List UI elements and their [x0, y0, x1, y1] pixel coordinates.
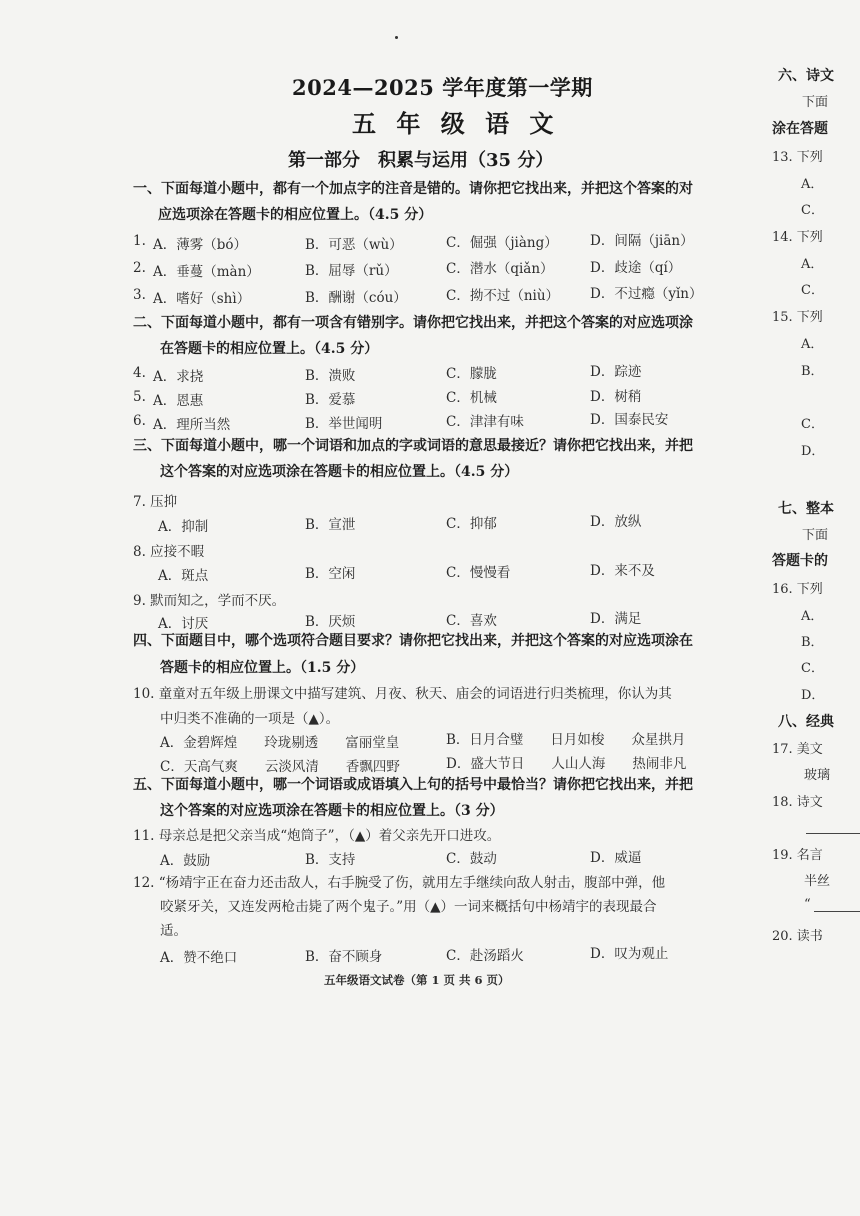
- option-label: A．: [801, 609, 824, 624]
- option-a: A．恩惠: [153, 393, 204, 409]
- question-number: 15. 下列: [772, 310, 823, 325]
- option-label: A．: [801, 257, 824, 272]
- option-d: D．盛大节日 人山人海 热闹非凡: [446, 756, 687, 772]
- question-stem: 9. 默而知之，学而不厌。: [133, 593, 286, 609]
- section-heading: 四、下面题目中，哪个选项符合题目要求？请你把它找出来，并把这个答案的对应选项涂在: [133, 633, 693, 649]
- section-heading: 五、下面每道小题中，哪一个词语或成语填入上句的括号中最恰当？请你把它找出来，并把: [133, 777, 693, 793]
- option-a: A．赞不绝口: [160, 950, 238, 966]
- option-label: D．: [801, 444, 825, 459]
- question-stem-cont: 适。: [160, 923, 187, 939]
- option-c: C．朦胧: [446, 366, 497, 382]
- option-c: C．倔强（jiàng）: [446, 235, 558, 251]
- option-a: A．金碧辉煌 玲珑剔透 富丽堂皇: [160, 735, 400, 751]
- subject-title: 五 年 级 语 文: [352, 109, 560, 138]
- option-d: D．威逼: [590, 850, 642, 866]
- question-number: 4.: [133, 365, 146, 381]
- option-a: A．嗜好（shì）: [153, 291, 251, 307]
- fragment-text: “: [804, 897, 811, 912]
- option-label: C．: [801, 661, 824, 676]
- fragment-text: 玻璃: [804, 768, 831, 783]
- section-heading: 六、诗文: [778, 68, 834, 84]
- option-d: D．踪迹: [590, 364, 642, 380]
- option-label: B．: [801, 635, 824, 650]
- option-label: A．: [801, 337, 824, 352]
- question-stem: 8. 应接不暇: [133, 544, 205, 560]
- part-title: 第一部分 积累与运用（35 分）: [288, 150, 554, 171]
- section-heading-cont: 应选项涂在答题卡的相应位置上。（4.5 分）: [158, 207, 433, 223]
- option-d: D．不过瘾（yǐn）: [590, 286, 703, 302]
- question-stem: 7. 压抑: [133, 494, 178, 510]
- question-number: 16. 下列: [772, 582, 823, 597]
- question-number: 18. 诗文: [772, 795, 823, 810]
- option-b: B．支持: [305, 852, 356, 868]
- option-d: D．放纵: [590, 514, 642, 530]
- option-c: C．鼓动: [446, 851, 497, 867]
- question-number: 5.: [133, 389, 146, 405]
- option-b: B．可恶（wù）: [305, 237, 403, 253]
- question-stem-cont: 咬紧牙关，又连发两枪击毙了两个鬼子。”用（▲）一词来概括句中杨靖宇的表现最合: [160, 899, 657, 915]
- question-number: 13. 下列: [772, 150, 823, 165]
- option-a: A．薄雾（bó）: [153, 237, 248, 253]
- option-d: D．树稍: [590, 389, 642, 405]
- option-b: B．举世闻明: [305, 416, 383, 432]
- question-number: 14. 下列: [772, 230, 823, 245]
- section-heading: 一、下面每道小题中，都有一个加点字的注音是错的。请你把它找出来，并把这个答案的对: [133, 181, 693, 197]
- option-a: A．求挠: [153, 369, 204, 385]
- option-b: B．奋不顾身: [305, 949, 383, 965]
- option-b: B．屈辱（rǔ）: [305, 263, 398, 279]
- question-number: 19. 名言: [772, 848, 823, 863]
- option-a: A．垂蔓（màn）: [153, 264, 260, 280]
- option-label: A．: [801, 177, 824, 192]
- option-b: B．酬谢（cóu）: [305, 290, 407, 306]
- question-stem: 10. 童童对五年级上册课文中描写建筑、月夜、秋天、庙会的词语进行归类梳理，你认为其: [133, 686, 672, 702]
- section-heading-cont: 这个答案的对应选项涂在答题卡的相应位置上。（3 分）: [160, 803, 504, 819]
- option-a: A．讨厌: [158, 616, 209, 632]
- fragment-text: 涂在答题: [772, 121, 828, 137]
- section-heading-cont: 答题卡的相应位置上。（1.5 分）: [160, 660, 365, 676]
- blank-line: [806, 833, 860, 834]
- option-c: C．潜水（qiǎn）: [446, 261, 554, 277]
- option-d: D．满足: [590, 611, 642, 627]
- option-c: C．慢慢看: [446, 565, 511, 581]
- option-label: C．: [801, 283, 824, 298]
- option-d: D．国泰民安: [590, 412, 669, 428]
- option-d: D．来不及: [590, 563, 655, 579]
- option-c: C．机械: [446, 390, 497, 406]
- option-a: A．斑点: [158, 568, 209, 584]
- fragment-text: 答题卡的: [772, 553, 828, 569]
- question-number: 20. 读书: [772, 929, 823, 944]
- option-b: B．宣泄: [305, 517, 356, 533]
- section-heading: 八、经典: [778, 714, 834, 730]
- option-label: C．: [801, 417, 824, 432]
- option-a: A．抑制: [158, 519, 209, 535]
- blank-line: [814, 911, 860, 912]
- option-c: C．赴汤蹈火: [446, 948, 524, 964]
- option-a: A．理所当然: [153, 417, 231, 433]
- section-heading: 三、下面每道小题中，哪一个词语和加点的字或词语的意思最接近？请你把它找出来，并把: [133, 438, 693, 454]
- option-c: C．津津有味: [446, 414, 524, 430]
- option-label: D．: [801, 688, 825, 703]
- option-c: C．天高气爽 云淡风清 香飘四野: [160, 759, 400, 775]
- question-number: 17. 美文: [772, 742, 823, 757]
- page-footer: 五年级语文试卷（第 1 页 共 6 页）: [324, 973, 510, 987]
- option-b: B．空闲: [305, 566, 356, 582]
- option-c: C．拗不过（niù）: [446, 288, 560, 304]
- question-stem: 11. 母亲总是把父亲当成“炮筒子”，（▲）着父亲先开口进攻。: [133, 828, 501, 844]
- option-b: B．日月合璧 日月如梭 众星拱月: [446, 732, 686, 748]
- scan-speck: [395, 36, 398, 39]
- option-d: D．歧途（qí）: [590, 260, 682, 276]
- section-heading: 二、下面每道小题中，都有一项含有错别字。请你把它找出来，并把这个答案的对应选项涂: [133, 315, 693, 331]
- section-heading: 七、整本: [778, 501, 834, 517]
- question-number: 2.: [133, 260, 146, 276]
- fragment-text: 下面: [802, 95, 829, 110]
- fragment-text: 下面: [802, 528, 829, 543]
- question-number: 3.: [133, 287, 146, 303]
- option-b: B．溃败: [305, 368, 356, 384]
- section-heading-cont: 在答题卡的相应位置上。（4.5 分）: [160, 341, 379, 357]
- question-stem: 12. “杨靖宇正在奋力还击敌人，右手腕受了伤，就用左手继续向敌人射击，腹部中弹，他: [133, 875, 666, 891]
- question-number: 6.: [133, 413, 146, 429]
- section-heading-cont: 这个答案的对应选项涂在答题卡的相应位置上。（4.5 分）: [160, 464, 519, 480]
- fragment-text: 半丝: [804, 874, 831, 889]
- question-stem-cont: 中归类不准确的一项是（▲）。: [160, 711, 340, 727]
- option-label: C．: [801, 203, 824, 218]
- option-b: B．爱慕: [305, 392, 356, 408]
- option-label: B．: [801, 364, 824, 379]
- option-b: B．厌烦: [305, 614, 356, 630]
- option-a: A．鼓励: [160, 853, 211, 869]
- option-c: C．抑郁: [446, 516, 497, 532]
- year-title: 2024—2025 学年度第一学期: [292, 75, 593, 100]
- option-d: D．间隔（jiān）: [590, 233, 694, 249]
- option-d: D．叹为观止: [590, 946, 669, 962]
- option-c: C．喜欢: [446, 613, 497, 629]
- question-number: 1.: [133, 233, 146, 249]
